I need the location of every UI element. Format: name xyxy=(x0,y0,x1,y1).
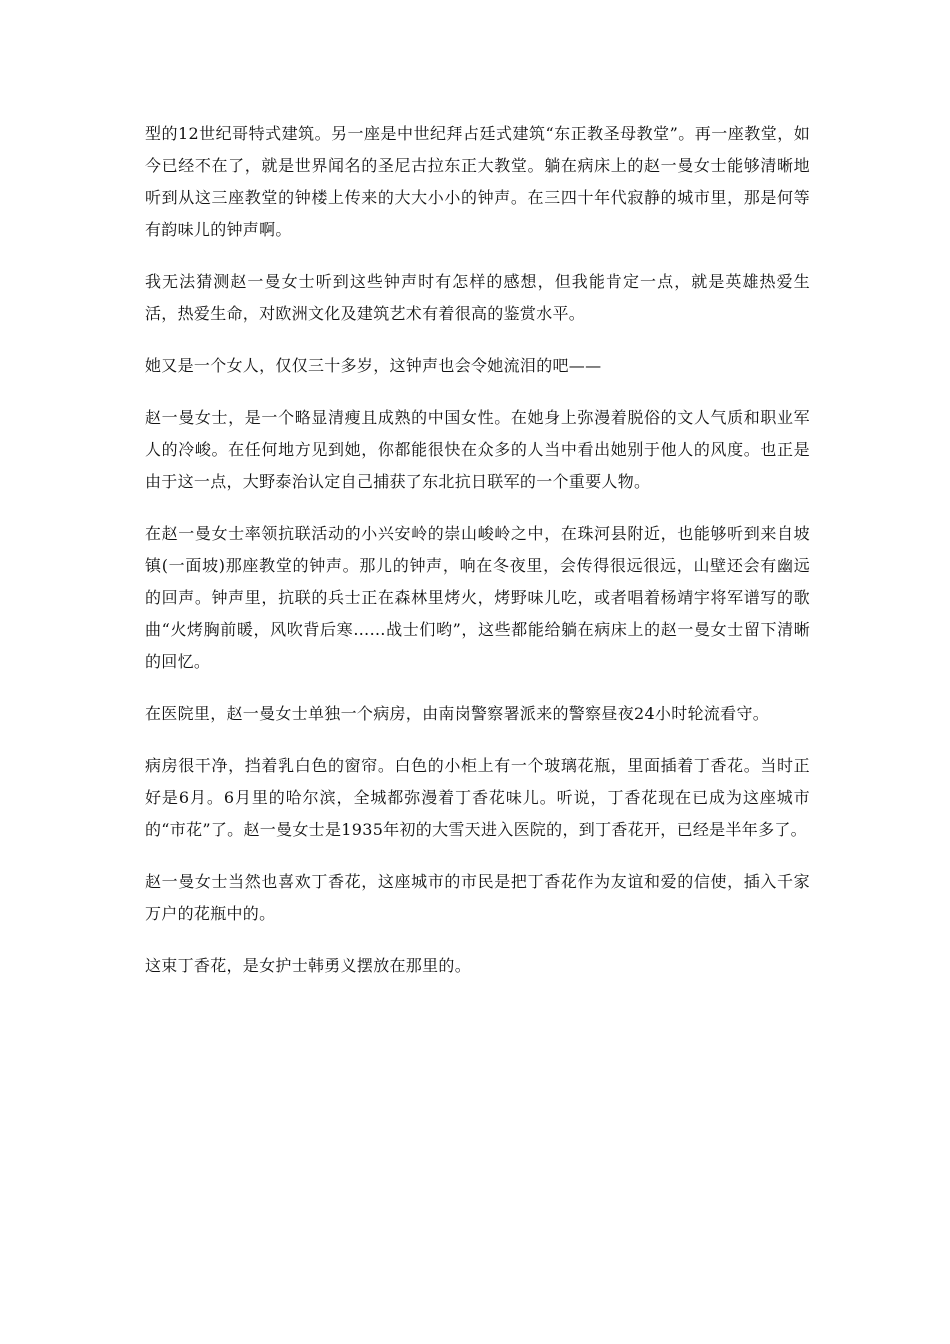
paragraph: 在医院里，赵一曼女士单独一个病房，由南岗警察署派来的警察昼夜24小时轮流看守。 xyxy=(145,704,770,723)
document-body xyxy=(145,118,810,1002)
paragraph: 她又是一个女人，仅仅三十多岁，这钟声也会令她流泪的吧—— xyxy=(145,356,602,375)
paragraph: 型的12世纪哥特式建筑。另一座是中世纪拜占廷式建筑“东正教圣母教堂”。再一座教堂，如今已经不在了，就是世界闻名的圣尼古拉东正大教堂。躺在病床上的赵一曼女士能够清晰地听到从这三座教堂的钟楼上传来的大大小小的钟声。在三四十年代寂静的城市里，那是何等有韵味儿的钟声啊。 xyxy=(145,124,810,239)
paragraph: 赵一曼女士，是一个略显清瘦且成熟的中国女性。在她身上弥漫着脱俗的文人气质和职业军人的冷峻。在任何地方见到她，你都能很快在众多的人当中看出她别于他人的风度。也正是由于这一点，大野泰治认定自己捕获了东北抗日联军的一个重要人物。 xyxy=(145,408,810,491)
paragraph: 在赵一曼女士率领抗联活动的小兴安岭的崇山峻岭之中，在珠河县附近，也能够听到来自坡镇(一面坡)那座教堂的钟声。那儿的钟声，响在冬夜里，会传得很远很远，山壁还会有幽远的回声。钟声里，抗联的兵士正在森林里烤火，烤野味儿吃，或者唱着杨靖宇将军谱写的歌曲“火烤胸前暖，风吹背后寒……战士们哟”，这些都能给躺在病床上的赵一曼女士留下清晰的回忆。 xyxy=(145,524,810,671)
paragraph: 赵一曼女士当然也喜欢丁香花，这座城市的市民是把丁香花作为友谊和爱的信使，插入千家万户的花瓶中的。 xyxy=(145,872,810,923)
paragraph: 这束丁香花，是女护士韩勇义摆放在那里的。 xyxy=(145,956,472,975)
paragraph: 我无法猜测赵一曼女士听到这些钟声时有怎样的感想，但我能肯定一点，就是英雄热爱生活，热爱生命，对欧洲文化及建筑艺术有着很高的鉴赏水平。 xyxy=(145,272,810,323)
paragraph: 病房很干净，挡着乳白色的窗帘。白色的小柜上有一个玻璃花瓶，里面插着丁香花。当时正好是6月。6月里的哈尔滨，全城都弥漫着丁香花味儿。听说，丁香花现在已成为这座城市的“市花”了。赵一曼女士是1935年初的大雪天进入医院的，到丁香花开，已经是半年多了。 xyxy=(145,756,810,839)
